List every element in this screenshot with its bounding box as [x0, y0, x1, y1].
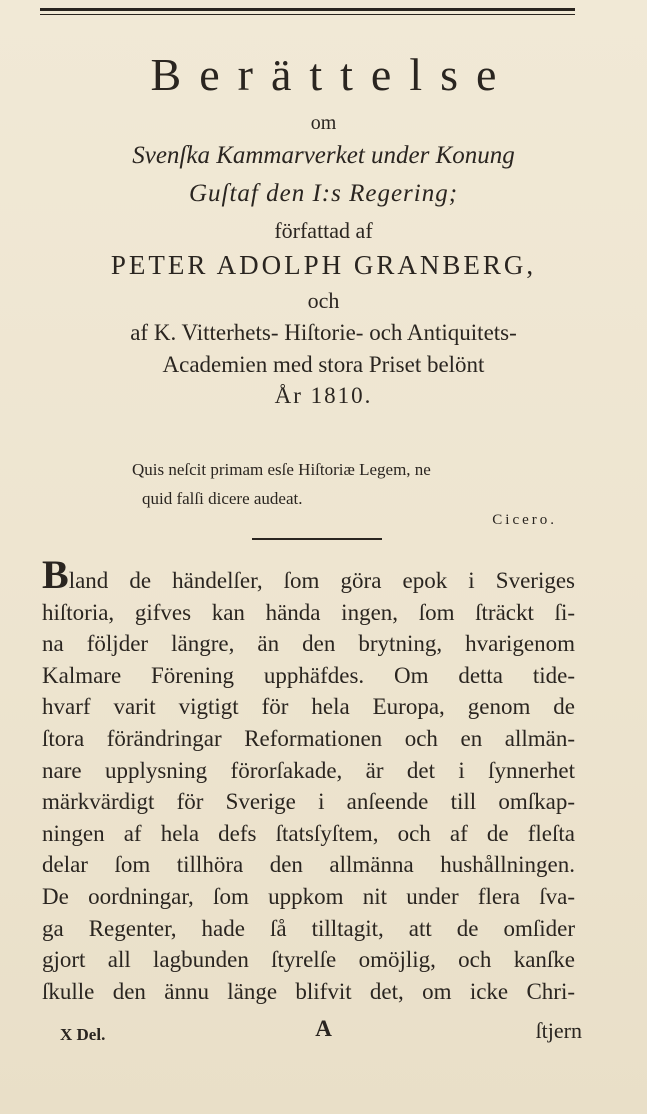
- epigraph-author: Cicero.: [492, 512, 557, 528]
- body-line: ſkulle den ännu länge blifvit det, om icke Chri-: [42, 978, 575, 1004]
- signature-mark: X Del.: [60, 1025, 106, 1044]
- body-line: nare upplysning förorſakade, är det i ſynnerhet: [42, 757, 575, 783]
- body-line: [42, 552, 575, 597]
- epigraph: [132, 455, 592, 513]
- epigraph-line-2: quid falſi dicere audeat.: [142, 489, 303, 508]
- award-year: År 1810.: [274, 383, 373, 408]
- top-rule-thin: [40, 14, 575, 15]
- epigraph-line-1: Quis neſcit primam esſe Hiſtoriæ Legem, ne: [132, 460, 431, 479]
- academy-line-2: Academien med stora Priset belönt: [162, 352, 485, 377]
- catchword: ſtjern: [535, 1018, 582, 1043]
- body-line: De oordningar, ſom uppkom nit under flera ſva-: [42, 883, 575, 909]
- body-line: Kalmare Förening upphäfdes. Om detta tide-: [42, 662, 575, 688]
- body-line: ſtora förändringar Reformationen och en allmän-: [42, 725, 575, 751]
- top-rule: [40, 8, 575, 11]
- subtitle-line-2: Guſtaf den I:s Regering;: [188, 180, 459, 207]
- section-rule: [252, 538, 382, 540]
- drop-cap: B: [42, 552, 69, 597]
- subtitle-line-1: Svenſka Kammarverket under Konung: [132, 142, 515, 169]
- body-line: ningen af hela defs ſtatsſyſtem, och af de fleſta: [42, 820, 575, 846]
- body-line: hiſtoria, gifves kan hända ingen, ſom ſträckt ſi-: [42, 599, 575, 625]
- body-line-text: land de händelſer, ſom göra epok i Sveriges: [68, 568, 575, 593]
- body-line: hvarf varit vigtigt för hela Europa, genom de: [42, 694, 575, 720]
- body-line: märkvärdigt för Sverige i anſeende till omſkap-: [42, 789, 575, 815]
- title-preposition: om: [310, 112, 337, 134]
- body-line: na följder längre, än den brytning, hvarigenom: [42, 631, 575, 657]
- author-name: PETER ADOLPH GRANBERG,: [110, 250, 537, 280]
- body-line: delar ſom tillhöra den allmänna hushållningen.: [42, 852, 575, 878]
- page-title: Berättelse: [150, 49, 515, 100]
- gathering-letter: A: [315, 1016, 332, 1041]
- authored-by: författad af: [274, 218, 373, 243]
- academy-line-1: af K. Vitterhets- Hiſtorie- och Antiquitets-: [130, 320, 517, 345]
- body-text: [42, 552, 575, 1007]
- body-line: gjort all lagbunden ſtyrelſe omöjlig, och kanſke: [42, 947, 575, 973]
- body-line: ga Regenter, hade ſå tilltagit, att de omſider: [42, 915, 575, 941]
- conjunction: och: [307, 288, 340, 313]
